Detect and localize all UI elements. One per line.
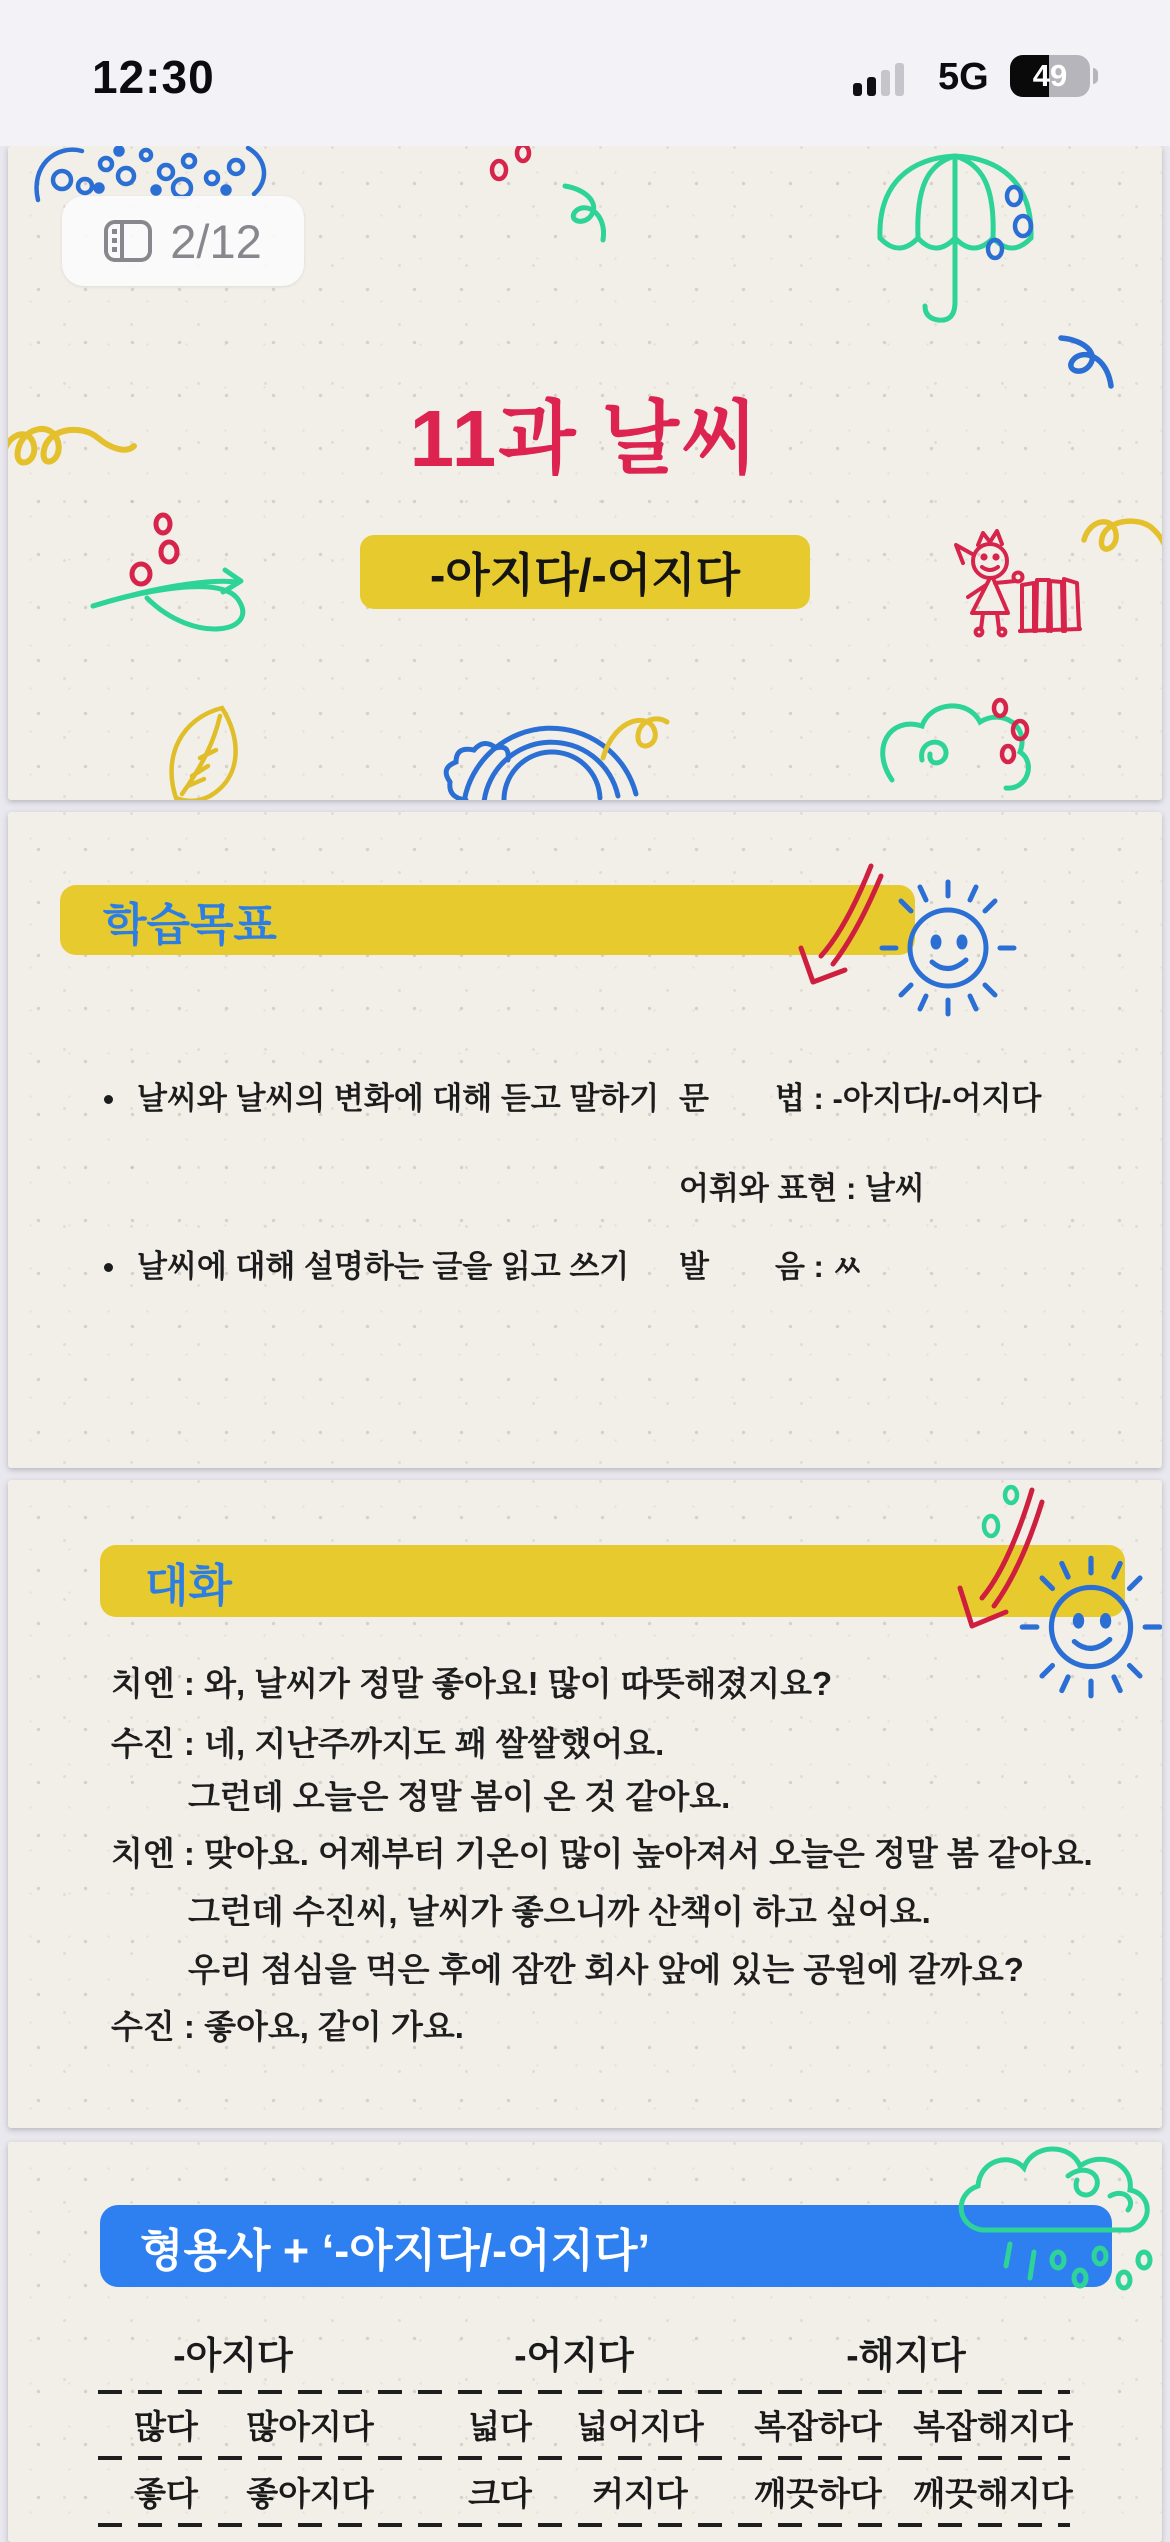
table-cell: 좋아지다 — [246, 2475, 374, 2512]
objective-text: 날씨에 대해 설명하는 글을 읽고 쓰기 — [137, 1249, 630, 1284]
table-header: -아지다 — [173, 2335, 293, 2376]
slide-3-dialogue — [8, 1480, 1162, 2128]
dialogue-line: 우리 점심을 먹은 후에 잠깐 회사 앞에 있는 공원에 갈까요? — [188, 1951, 1024, 1988]
vocab-line: 어휘와 표현 : 날씨 — [679, 1171, 925, 1206]
green-curl-doodle — [555, 180, 617, 246]
table-header: -해지다 — [846, 2335, 966, 2376]
dialogue-line: 수진 : 네, 지난주까지도 꽤 쌀쌀했어요. — [111, 1725, 665, 1762]
table-cell: 넓다 — [468, 2408, 532, 2445]
table-divider — [98, 2523, 1070, 2527]
table-cell: 복잡하다 — [754, 2408, 882, 2445]
table-header: -어지다 — [514, 2335, 634, 2376]
umbrella-doodle — [868, 146, 1046, 338]
table-cell: 커지다 — [592, 2475, 688, 2512]
objective-item — [104, 1077, 659, 1121]
page-indicator-label: 2/12 — [170, 214, 262, 268]
network-type-label: 5G — [938, 56, 989, 98]
red-arrow-doodle — [783, 862, 887, 1000]
table-divider — [98, 2390, 1070, 2394]
objective-item — [104, 1245, 629, 1289]
dialogue-line: 치엔 : 맞아요. 어제부터 기온이 많이 높아져서 오늘은 정말 봄 같아요. — [111, 1835, 1093, 1872]
cellular-signal-icon — [853, 60, 923, 96]
slide-2-objectives — [8, 812, 1162, 1468]
sidebar-thumbnails-icon — [104, 220, 152, 262]
red-drops-doodle — [485, 146, 541, 186]
table-cell: 많아지다 — [246, 2408, 374, 2445]
rain-cloud-doodle — [948, 2142, 1162, 2304]
dialogue-line: 치엔 : 와, 날씨가 정말 좋아요! 많이 따뜻해졌지요? — [111, 1665, 833, 1702]
page-indicator[interactable] — [62, 196, 304, 286]
sun-doodle — [876, 876, 1020, 1020]
yellow-swirl-doodle — [1080, 510, 1162, 572]
slide2-header-text: 학습목표 — [103, 898, 277, 950]
slide1-title: 11과 날씨 — [409, 394, 761, 483]
yellow-curl2-doodle — [595, 706, 673, 768]
grammar-value: 법 : -아지다/-어지다 — [774, 1081, 1042, 1116]
yellow-leaf-doodle — [160, 704, 268, 800]
battery-icon — [1010, 55, 1090, 97]
pronunciation-meta-row — [679, 1245, 862, 1289]
green-cloud-doodle — [870, 696, 1040, 800]
slide3-header-text: 대화 — [145, 1559, 232, 1611]
status-bar — [0, 0, 1170, 146]
green-arrow-doodle — [85, 554, 265, 642]
objective-text: 날씨와 날씨의 변화에 대해 듣고 말하기 — [137, 1081, 660, 1116]
table-cell: 크다 — [468, 2475, 532, 2512]
pronunciation-value: 음 : ㅆ — [774, 1249, 863, 1284]
status-time: 12:30 — [92, 51, 215, 103]
pronunciation-label: 발 — [679, 1249, 709, 1284]
dialogue-line: 그런데 수진씨, 날씨가 좋으니까 산책이 하고 싶어요. — [188, 1893, 931, 1930]
slide1-grammar-text: -아지다/-어지다 — [429, 549, 741, 601]
grammar-label: 문 — [679, 1081, 709, 1116]
yellow-loops-doodle — [8, 404, 138, 484]
table-cell: 많다 — [134, 2408, 198, 2445]
table-cell: 좋다 — [134, 2475, 198, 2512]
table-cell: 복잡해지다 — [913, 2408, 1073, 2445]
table-cell: 깨끗하다 — [754, 2475, 882, 2512]
table-cell: 깨끗해지다 — [913, 2475, 1073, 2512]
table-cell: 넓어지다 — [576, 2408, 704, 2445]
bullet-dot — [104, 1095, 113, 1104]
battery-percent: 49 — [1032, 58, 1068, 93]
slide-4-grammar — [8, 2142, 1162, 2542]
sun-doodle — [1016, 1552, 1162, 1702]
bullet-dot — [104, 1263, 113, 1272]
table-divider — [98, 2456, 1070, 2460]
slide1-grammar-badge — [360, 535, 810, 609]
dialogue-line: 그런데 오늘은 정말 봄이 온 것 같아요. — [188, 1778, 731, 1815]
grammar-meta-row — [679, 1077, 1041, 1121]
dialogue-line: 수진 : 좋아요, 같이 가요. — [111, 2008, 464, 2045]
slide4-header-text: 형용사 + ‘-아지다/-어지다’ — [140, 2224, 650, 2276]
